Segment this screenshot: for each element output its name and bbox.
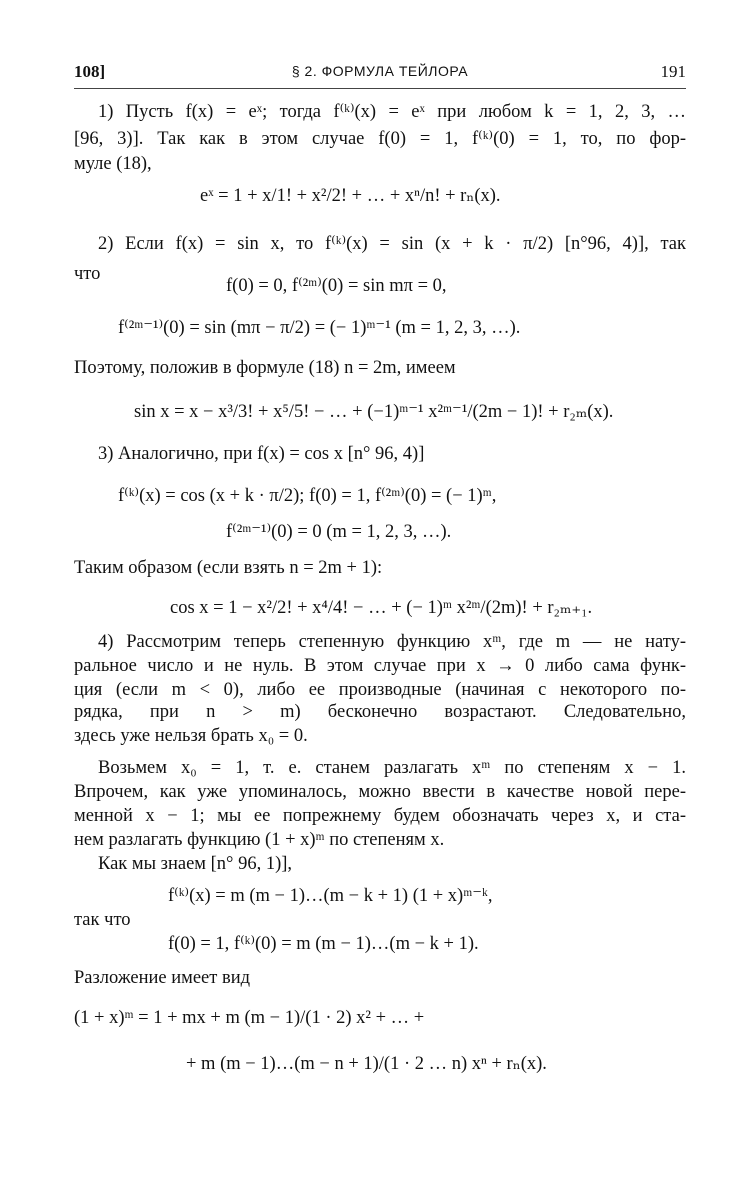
text-line: что [74, 264, 101, 284]
text-line: муле (18), [74, 154, 152, 174]
formula-cos-deriv: f⁽ᵏ⁾(x) = cos (x + k · π/2); f(0) = 1, f⁽²ᵐ⁾(0) = (− 1)ᵐ, [118, 486, 497, 506]
formula-binomial-1: (1 + x)ᵐ = 1 + mx + m (m − 1)/(1 · 2) x² + … + [74, 1008, 425, 1028]
formula-sin-series: sin x = x − x³/3! + x⁵/5! − … + (−1)ᵐ⁻¹ x²ᵐ⁻¹/(2m − 1)! + r₂ₘ(x). [134, 402, 614, 422]
text-line: 4) Рассмотрим теперь степенную функцию xᵐ, где m — не нату- [98, 632, 686, 652]
text-line: ральное число и не нуль. В этом случае при x → 0 либо сама функ- [74, 656, 686, 676]
text-line: Поэтому, положив в формуле (18) n = 2m, имеем [74, 358, 456, 378]
text-line: Впрочем, как уже упоминалось, можно ввести в качестве новой пере- [74, 782, 686, 802]
text-line: 3) Аналогично, при f(x) = cos x [n° 96, 4)] [98, 444, 425, 464]
text-line: Разложение имеет вид [74, 968, 251, 988]
formula-exp: eˣ = 1 + x/1! + x²/2! + … + xⁿ/n! + rₙ(x). [200, 186, 501, 206]
running-header [74, 62, 686, 88]
text-line: нем разлагать функцию (1 + x)ᵐ по степеням x. [74, 830, 445, 850]
text-line: [96, 3)]. Так как в этом случае f(0) = 1, f⁽ᵏ⁾(0) = 1, то, по фор- [74, 129, 686, 149]
page-number: 191 [660, 62, 686, 81]
text-line: Таким образом (если взять n = 2m + 1): [74, 558, 383, 578]
text-line: здесь уже нельзя брать x₀ = 0. [74, 726, 308, 746]
text-line: так что [74, 910, 131, 930]
text-line: 1) Пусть f(x) = eˣ; тогда f⁽ᵏ⁾(x) = eˣ при любом k = 1, 2, 3, … [98, 102, 686, 122]
formula-power-deriv: f⁽ᵏ⁾(x) = m (m − 1)…(m − k + 1) (1 + x)ᵐ⁻ᵏ, [168, 886, 493, 906]
page-reference: 108] [74, 62, 106, 81]
formula-binomial-2: + m (m − 1)…(m − n + 1)/(1 · 2 … n) xⁿ + rₙ(x). [186, 1054, 547, 1074]
formula-power-at-zero: f(0) = 1, f⁽ᵏ⁾(0) = m (m − 1)…(m − k + 1). [168, 934, 479, 954]
formula-cos-odd: f⁽²ᵐ⁻¹⁾(0) = 0 (m = 1, 2, 3, …). [226, 522, 452, 542]
text-line: Как мы знаем [n° 96, 1)], [98, 854, 293, 874]
text-line: рядка, при n > m) бесконечно возрастают. Следовательно, [74, 702, 686, 722]
formula-sin-even: f(0) = 0, f⁽²ᵐ⁾(0) = sin mπ = 0, [226, 276, 447, 296]
text-line: Возьмем x₀ = 1, т. е. станем разлагать xᵐ по степеням x − 1. [98, 758, 686, 778]
text-line: менной x − 1; мы ее попрежнему будем обозначать через x, и ста- [74, 806, 686, 826]
header-rule [74, 88, 686, 89]
text-line: ция (если m < 0), либо ее производные (начиная с некоторого по- [74, 680, 686, 700]
text-line: 2) Если f(x) = sin x, то f⁽ᵏ⁾(x) = sin (x + k · π/2) [n°96, 4)], так [98, 234, 686, 254]
section-title: § 2. ФОРМУЛА ТЕЙЛОРА [291, 63, 469, 79]
formula-sin-odd: f⁽²ᵐ⁻¹⁾(0) = sin (mπ − π/2) = (− 1)ᵐ⁻¹ (m = 1, 2, 3, …). [118, 318, 521, 338]
formula-cos-series: cos x = 1 − x²/2! + x⁴/4! − … + (− 1)ᵐ x²ᵐ/(2m)! + r₂ₘ₊₁. [170, 598, 593, 618]
